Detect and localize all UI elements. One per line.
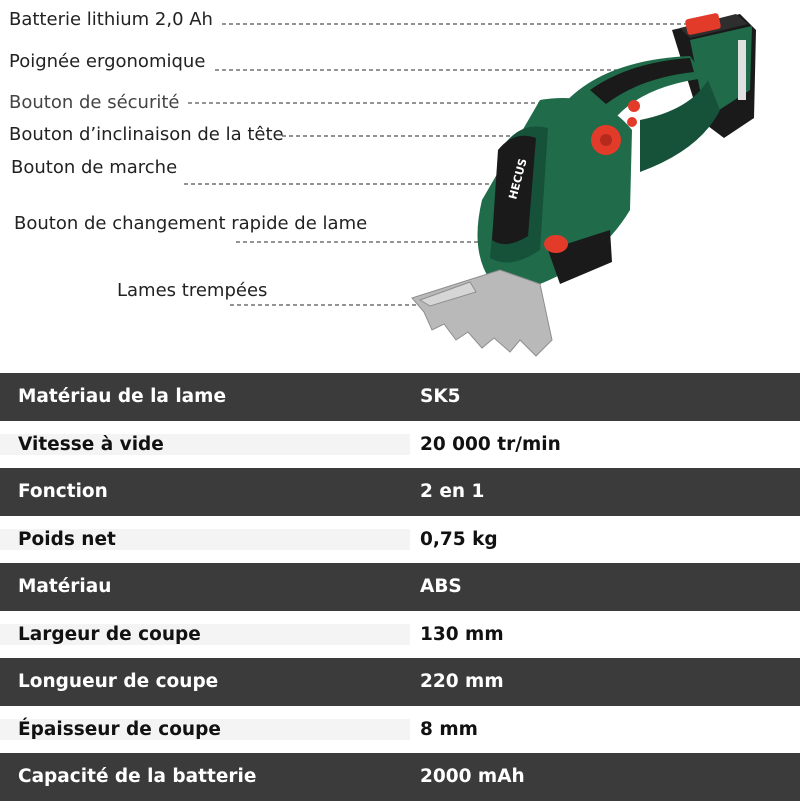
spec-value: 0,75 kg [410, 529, 800, 550]
spec-label: Fonction [0, 481, 410, 502]
callouts [0, 0, 800, 370]
callout-battery: Batterie lithium 2,0 Ah [9, 9, 213, 30]
spec-value: ABS [420, 576, 462, 598]
spec-row-speed [0, 421, 800, 469]
spec-value: 2000 mAh [420, 766, 525, 788]
callout-power-button: Bouton de marche [11, 157, 178, 178]
spec-label: Largeur de coupe [0, 624, 410, 645]
spec-value: 20 000 tr/min [410, 434, 800, 455]
spec-label: Capacité de la batterie [0, 766, 410, 787]
callout-tilt-button: Bouton d’inclinaison de la tête [9, 124, 284, 145]
spec-row-blade-material [0, 373, 800, 421]
spec-label: Longueur de coupe [0, 671, 410, 692]
callout-blade-change-button: Bouton de changement rapide de lame [14, 213, 368, 234]
spec-row-function [0, 468, 800, 516]
spec-value: 8 mm [410, 719, 800, 740]
callout-handle: Poignée ergonomique [9, 51, 206, 72]
spec-label: Matériau [0, 576, 410, 597]
spec-label: Vitesse à vide [0, 434, 410, 455]
spec-label: Épaisseur de coupe [0, 719, 410, 740]
spec-row-cut-width [0, 611, 800, 659]
spec-label: Poids net [0, 529, 410, 550]
callout-blades: Lames trempées [117, 280, 268, 301]
spec-value: 130 mm [410, 624, 800, 645]
spec-row-battery-capacity [0, 753, 800, 801]
spec-table [0, 373, 800, 801]
brand-logo: HECUS [506, 157, 530, 201]
spec-label: Matériau de la lame [0, 386, 410, 407]
spec-value: 220 mm [420, 671, 504, 693]
spec-row-cut-thickness [0, 706, 800, 754]
spec-value: 2 en 1 [420, 481, 485, 503]
callout-safety-button: Bouton de sécurité [9, 92, 180, 113]
spec-row-cut-length [0, 658, 800, 706]
spec-row-material [0, 563, 800, 611]
spec-value: SK5 [420, 386, 461, 408]
spec-row-weight [0, 516, 800, 564]
